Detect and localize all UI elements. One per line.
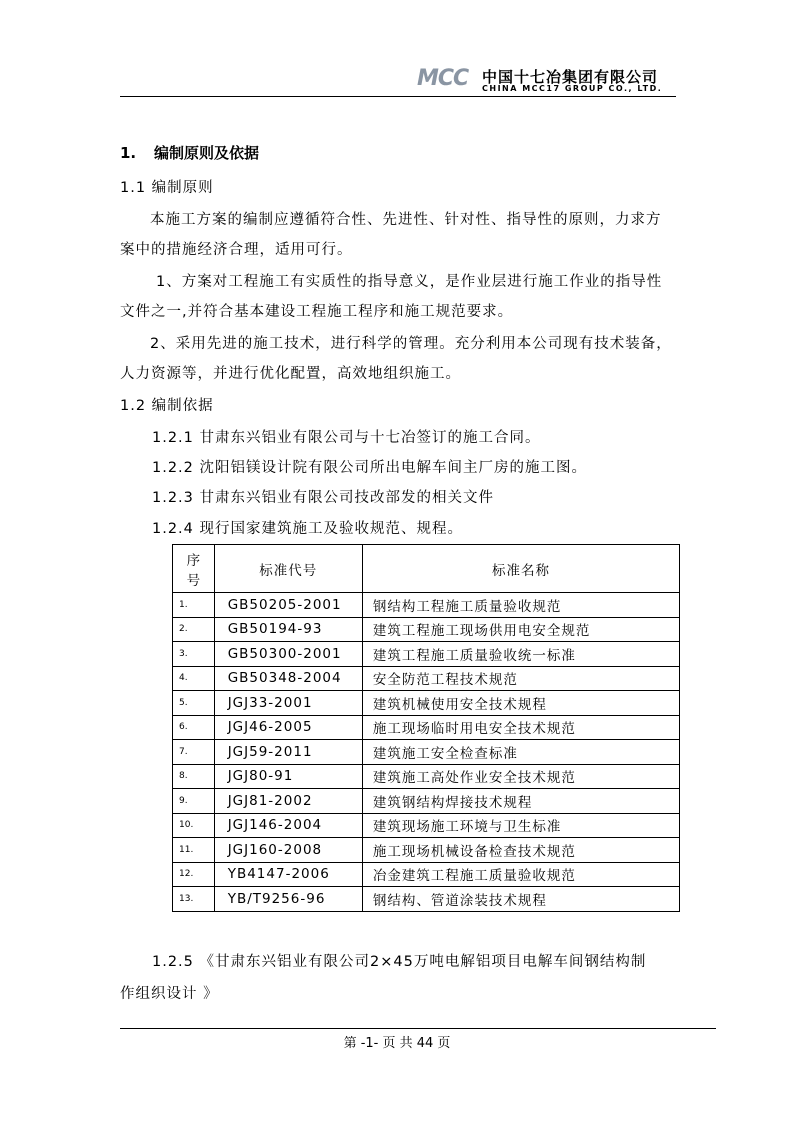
reference-item: 作组织设计 》 — [120, 986, 219, 1002]
reference-item: 1.2.2 沈阳铝镁设计院有限公司所出电解车间主厂房的施工图。 — [152, 460, 588, 476]
paragraph-line: 1、方案对工程施工有实质性的指导意义，是作业层进行施工作业的指导性 — [156, 274, 663, 290]
row-code: JGJ80-91 — [214, 764, 362, 789]
row-no: 10. — [173, 813, 215, 838]
row-no: 5. — [173, 691, 215, 716]
row-no: 3. — [173, 642, 215, 667]
row-name: 施工现场临时用电安全技术规范 — [362, 715, 679, 740]
table-row — [173, 617, 680, 642]
reference-item: 1.2.4 现行国家建筑施工及验收规范、规程。 — [152, 521, 464, 537]
company-name-en: CHINA MCC17 GROUP CO., LTD. — [482, 84, 663, 93]
row-code: GB50348-2004 — [214, 666, 362, 691]
row-no: 6. — [173, 715, 215, 740]
row-no: 13. — [173, 887, 215, 912]
header-code: 标准代号 — [214, 545, 362, 593]
row-no: 8. — [173, 764, 215, 789]
table-row — [173, 887, 680, 912]
standards-table — [172, 544, 680, 912]
reference-item: 1.2.3 甘肃东兴铝业有限公司技改部发的相关文件 — [152, 490, 495, 506]
paragraph-line: 本施工方案的编制应遵循符合性、先进性、针对性、指导性的原则，力求方 — [150, 212, 662, 228]
row-name: 安全防范工程技术规范 — [362, 666, 679, 691]
table-row — [173, 715, 680, 740]
header-name: 标准名称 — [362, 545, 679, 593]
row-code: JGJ46-2005 — [214, 715, 362, 740]
row-no: 9. — [173, 789, 215, 814]
row-no: 2. — [173, 617, 215, 642]
row-code: JGJ59-2011 — [214, 740, 362, 765]
table-row — [173, 740, 680, 765]
row-name: 建筑机械使用安全技术规程 — [362, 691, 679, 716]
paragraph-line: 案中的措施经济合理，适用可行。 — [120, 242, 353, 258]
reference-item: 1.2.1 甘肃东兴铝业有限公司与十七冶签订的施工合同。 — [152, 430, 541, 446]
table-row — [173, 838, 680, 863]
row-code: GB50300-2001 — [214, 642, 362, 667]
table-row — [173, 862, 680, 887]
page-header — [120, 62, 676, 97]
row-name: 钢结构工程施工质量验收规范 — [362, 593, 679, 618]
page-number: 第 -1- 页 共 44 页 — [343, 1036, 451, 1051]
table-row — [173, 789, 680, 814]
row-name: 施工现场机械设备检查技术规范 — [362, 838, 679, 863]
row-code: JGJ160-2008 — [214, 838, 362, 863]
row-name: 建筑现场施工环境与卫生标准 — [362, 813, 679, 838]
header-no: 序 号 — [173, 545, 215, 593]
footer-divider — [120, 1028, 716, 1029]
table-row — [173, 764, 680, 789]
logo-mark: MCC — [417, 66, 469, 91]
row-no: 7. — [173, 740, 215, 765]
table-row — [173, 813, 680, 838]
row-name: 冶金建筑工程施工质量验收规范 — [362, 862, 679, 887]
paragraph-line: 文件之一,并符合基本建设工程施工程序和施工规范要求。 — [120, 304, 514, 320]
row-code: YB4147-2006 — [214, 862, 362, 887]
row-name: 建筑工程施工质量验收统一标准 — [362, 642, 679, 667]
table-row — [173, 642, 680, 667]
section-heading — [120, 142, 259, 163]
paragraph-line: 2、采用先进的施工技术，进行科学的管理。充分利用本公司现有技术装备， — [150, 336, 672, 352]
row-no: 11. — [173, 838, 215, 863]
row-no: 12. — [173, 862, 215, 887]
row-name: 钢结构、管道涂装技术规程 — [362, 887, 679, 912]
row-code: YB/T9256-96 — [214, 887, 362, 912]
company-name-cn: 中国十七冶集团有限公司 — [482, 68, 659, 86]
row-code: JGJ146-2004 — [214, 813, 362, 838]
row-name: 建筑工程施工现场供用电安全规范 — [362, 617, 679, 642]
row-no: 4. — [173, 666, 215, 691]
section-number: 1. — [120, 144, 137, 162]
row-name: 建筑施工高处作业安全技术规范 — [362, 764, 679, 789]
subsection-title: 1.2 编制依据 — [120, 398, 214, 414]
row-code: JGJ33-2001 — [214, 691, 362, 716]
row-name: 建筑钢结构焊接技术规程 — [362, 789, 679, 814]
table-row — [173, 593, 680, 618]
paragraph-line: 人力资源等，并进行优化配置，高效地组织施工。 — [120, 366, 461, 382]
section-title: 编制原则及依据 — [154, 144, 260, 162]
table-header-row — [173, 545, 680, 593]
row-code: JGJ81-2002 — [214, 789, 362, 814]
table-row — [173, 666, 680, 691]
row-code: GB50194-93 — [214, 617, 362, 642]
table-row — [173, 691, 680, 716]
row-name: 建筑施工安全检查标准 — [362, 740, 679, 765]
row-no: 1. — [173, 593, 215, 618]
reference-item: 1.2.5 《甘肃东兴铝业有限公司2×45万吨电解铝项目电解车间钢结构制 — [152, 954, 647, 970]
mcc-logo — [417, 66, 477, 94]
subsection-title: 1.1 编制原则 — [120, 180, 214, 196]
row-code: GB50205-2001 — [214, 593, 362, 618]
